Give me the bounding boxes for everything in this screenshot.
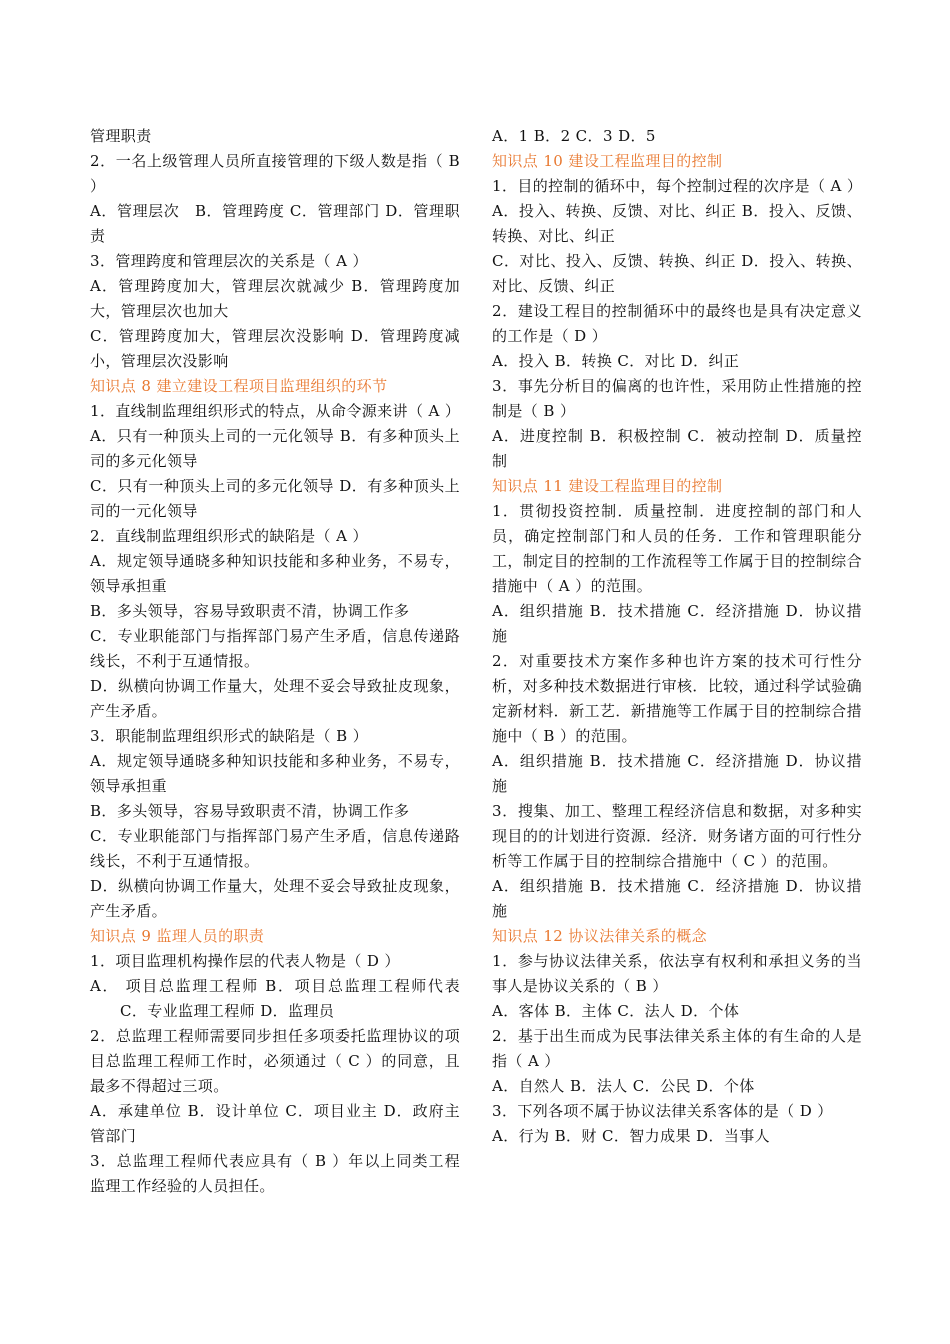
paragraph: A．组织措施 B．技术措施 C．经济措施 D．协议措施 bbox=[492, 752, 862, 795]
paragraph: 3．事先分析目的偏离的也许性，采用防止性措施的控制是（ B ） bbox=[492, 377, 862, 420]
paragraph: C．专业职能部门与指挥部门易产生矛盾，信息传递路线长，不利于互通情报。 bbox=[90, 627, 460, 670]
left-column bbox=[90, 124, 460, 1199]
paragraph: 2．直线制监理组织形式的缺陷是（ A ） bbox=[90, 527, 368, 545]
paragraph: A．1 B．2 C．3 D．5 bbox=[492, 127, 656, 145]
paragraph: 1．贯彻投资控制．质量控制．进度控制的部门和人员，确定控制部门和人员的任务．工作和管理职能分工，制定目的控制的工作流程等工作属于目的控制综合措施中（ A ）的范围。 bbox=[492, 502, 862, 595]
paragraph: A．管理跨度加大，管理层次就减少 B．管理跨度加大，管理层次也加大 bbox=[90, 277, 460, 320]
paragraph: A．自然人 B．法人 C．公民 D．个体 bbox=[492, 1077, 755, 1095]
paragraph: 2．总监理工程师需要同步担任多项委托监理协议的项目总监理工程师工作时，必须通过（ C ）的同意，且最多不得超过三项。 bbox=[90, 1027, 460, 1095]
section-heading: 知识点 10 建设工程监理目的控制 bbox=[492, 152, 723, 170]
paragraph: B．多头领导，容易导致职责不清，协调工作多 bbox=[90, 602, 410, 620]
paragraph: A．承建单位 B．设计单位 C．项目业主 D．政府主管部门 bbox=[90, 1102, 460, 1145]
paragraph: C．专业职能部门与指挥部门易产生矛盾，信息传递路线长，不利于互通情报。 bbox=[90, 827, 460, 870]
section-heading: 知识点 12 协议法律关系的概念 bbox=[492, 927, 708, 945]
paragraph: A．客体 B．主体 C．法人 D．个体 bbox=[492, 1002, 740, 1020]
paragraph: A．管理层次 B．管理跨度 C．管理部门 D．管理职责 bbox=[90, 202, 460, 245]
paragraph: A．投入 B．转换 C．对比 D．纠正 bbox=[492, 352, 740, 370]
paragraph: A．行为 B．财 C．智力成果 D．当事人 bbox=[492, 1127, 771, 1145]
paragraph: A． 项目总监理工程师 B．项目总监理工程师代表 C．专业监理工程师 D．监理员 bbox=[90, 977, 460, 1020]
paragraph: 1．目的控制的循环中，每个控制过程的次序是（ A ） bbox=[492, 177, 863, 195]
paragraph: A．组织措施 B．技术措施 C．经济措施 D．协议措施 bbox=[492, 877, 862, 920]
paragraph: 3．下列各项不属于协议法律关系客体的是（ D ） bbox=[492, 1102, 833, 1120]
paragraph: 2．建设工程目的控制循环中的最终也是具有决定意义的工作是（ D ） bbox=[492, 302, 862, 345]
paragraph: A．进度控制 B．积极控制 C．被动控制 D．质量控制 bbox=[492, 427, 862, 470]
paragraph: 1．直线制监理组织形式的特点，从命令源来讲（ A ） bbox=[90, 402, 461, 420]
paragraph: C．只有一种顶头上司的多元化领导 D．有多种顶头上司的一元化领导 bbox=[90, 477, 460, 520]
paragraph: 2．基于出生而成为民事法律关系主体的有生命的人是指（ A ） bbox=[492, 1027, 862, 1070]
paragraph: A．规定领导通晓多种知识技能和多种业务，不易专，领导承担重 bbox=[90, 752, 460, 795]
paragraph: A．规定领导通晓多种知识技能和多种业务，不易专，领导承担重 bbox=[90, 552, 460, 595]
section-heading: 知识点 11 建设工程监理目的控制 bbox=[492, 477, 723, 495]
paragraph: B．多头领导，容易导致职责不清，协调工作多 bbox=[90, 802, 410, 820]
paragraph: 2．对重要技术方案作多种也许方案的技术可行性分析，对多种技术数据进行审核．比较，通过科学试验确定新材料．新工艺．新措施等工作属于目的控制综合措施中（ B ）的范围。 bbox=[492, 652, 862, 745]
right-column bbox=[492, 124, 862, 1149]
section-heading: 知识点 9 监理人员的职责 bbox=[90, 927, 265, 945]
paragraph: A．投入、转换、反馈、对比、纠正 B．投入、反馈、转换、对比、纠正 bbox=[492, 202, 862, 245]
paragraph: 管理职责 bbox=[90, 127, 152, 145]
paragraph: 3．搜集、加工、整理工程经济信息和数据，对多种实现目的的计划进行资源．经济．财务诸方面的可行性分析等工作属于目的控制综合措施中（ C ）的范围。 bbox=[492, 802, 862, 870]
section-heading: 知识点 8 建立建设工程项目监理组织的环节 bbox=[90, 377, 388, 395]
paragraph: 1．项目监理机构操作层的代表人物是（ D ） bbox=[90, 952, 400, 970]
paragraph: C．管理跨度加大，管理层次没影响 D．管理跨度减小，管理层次没影响 bbox=[90, 327, 460, 370]
paragraph: 2．一名上级管理人员所直接管理的下级人数是指（ B ） bbox=[90, 152, 460, 195]
paragraph: 3．职能制监理组织形式的缺陷是（ B ） bbox=[90, 727, 369, 745]
paragraph: A．组织措施 B．技术措施 C．经济措施 D．协议措施 bbox=[492, 602, 862, 645]
paragraph: 3．总监理工程师代表应具有（ B ）年以上同类工程监理工作经验的人员担任。 bbox=[90, 1152, 460, 1195]
paragraph: C．对比、投入、反馈、转换、纠正 D．投入、转换、对比、反馈、纠正 bbox=[492, 252, 862, 295]
paragraph: 1．参与协议法律关系，依法享有权利和承担义务的当事人是协议关系的（ B ） bbox=[492, 952, 862, 995]
paragraph: A．只有一种顶头上司的一元化领导 B．有多种顶头上司的多元化领导 bbox=[90, 427, 460, 470]
paragraph: D．纵横向协调工作量大，处理不妥会导致扯皮现象，产生矛盾。 bbox=[90, 877, 460, 920]
paragraph: 3．管理跨度和管理层次的关系是（ A ） bbox=[90, 252, 368, 270]
paragraph: D．纵横向协调工作量大，处理不妥会导致扯皮现象，产生矛盾。 bbox=[90, 677, 460, 720]
